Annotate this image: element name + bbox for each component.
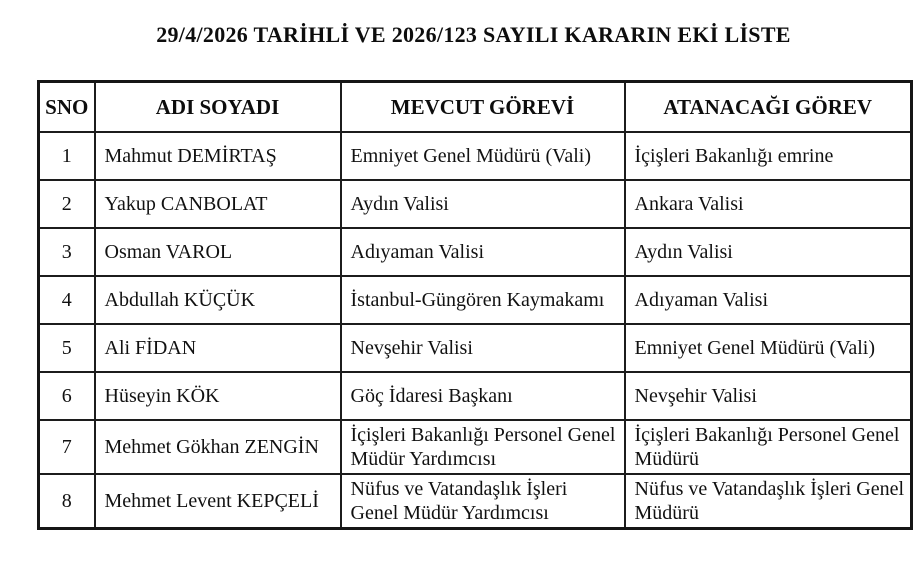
sno-cell: 8 — [39, 474, 95, 529]
name-cell: Mehmet Levent KEPÇELİ — [95, 474, 341, 529]
current-role-cell: Nevşehir Valisi — [341, 324, 625, 372]
decree-appointments-table — [37, 80, 913, 530]
sno-cell: 1 — [39, 132, 95, 180]
table-header-row — [39, 82, 912, 133]
target-role-cell: İçişleri Bakanlığı emrine — [625, 132, 912, 180]
sno-cell: 2 — [39, 180, 95, 228]
sno-cell: 5 — [39, 324, 95, 372]
current-role-cell: Aydın Valisi — [341, 180, 625, 228]
current-role-cell: Göç İdaresi Başkanı — [341, 372, 625, 420]
table-row — [39, 228, 912, 276]
current-role-cell: Nüfus ve Vatandaşlık İşleri Genel Müdür Yardımcısı — [341, 474, 625, 529]
name-cell: Osman VAROL — [95, 228, 341, 276]
table-row — [39, 420, 912, 474]
name-cell: Mahmut DEMİRTAŞ — [95, 132, 341, 180]
name-cell: Mehmet Gökhan ZENGİN — [95, 420, 341, 474]
page-title: 29/4/2026 TARİHLİ VE 2026/123 SAYILI KARARIN EKİ LİSTE — [156, 22, 791, 47]
table-row — [39, 132, 912, 180]
header-current: MEVCUT GÖREVİ — [341, 82, 625, 133]
current-role-cell: İstanbul-Güngören Kaymakamı — [341, 276, 625, 324]
target-role-cell: Aydın Valisi — [625, 228, 912, 276]
sno-cell: 4 — [39, 276, 95, 324]
table-row — [39, 372, 912, 420]
target-role-cell: Emniyet Genel Müdürü (Vali) — [625, 324, 912, 372]
name-cell: Ali FİDAN — [95, 324, 341, 372]
sno-cell: 6 — [39, 372, 95, 420]
target-role-cell: Nüfus ve Vatandaşlık İşleri Genel Müdürü — [625, 474, 912, 529]
sno-cell: 7 — [39, 420, 95, 474]
table-row — [39, 180, 912, 228]
header-target: ATANACAĞI GÖREV — [625, 82, 912, 133]
table-row — [39, 276, 912, 324]
current-role-cell: İçişleri Bakanlığı Personel Genel Müdür Yardımcısı — [341, 420, 625, 474]
target-role-cell: Ankara Valisi — [625, 180, 912, 228]
name-cell: Abdullah KÜÇÜK — [95, 276, 341, 324]
target-role-cell: İçişleri Bakanlığı Personel Genel Müdürü — [625, 420, 912, 474]
current-role-cell: Emniyet Genel Müdürü (Vali) — [341, 132, 625, 180]
target-role-cell: Adıyaman Valisi — [625, 276, 912, 324]
sno-cell: 3 — [39, 228, 95, 276]
table-row — [39, 324, 912, 372]
name-cell: Hüseyin KÖK — [95, 372, 341, 420]
table-row — [39, 474, 912, 529]
current-role-cell: Adıyaman Valisi — [341, 228, 625, 276]
target-role-cell: Nevşehir Valisi — [625, 372, 912, 420]
name-cell: Yakup CANBOLAT — [95, 180, 341, 228]
header-sno: SNO — [39, 82, 95, 133]
header-name: ADI SOYADI — [95, 82, 341, 133]
